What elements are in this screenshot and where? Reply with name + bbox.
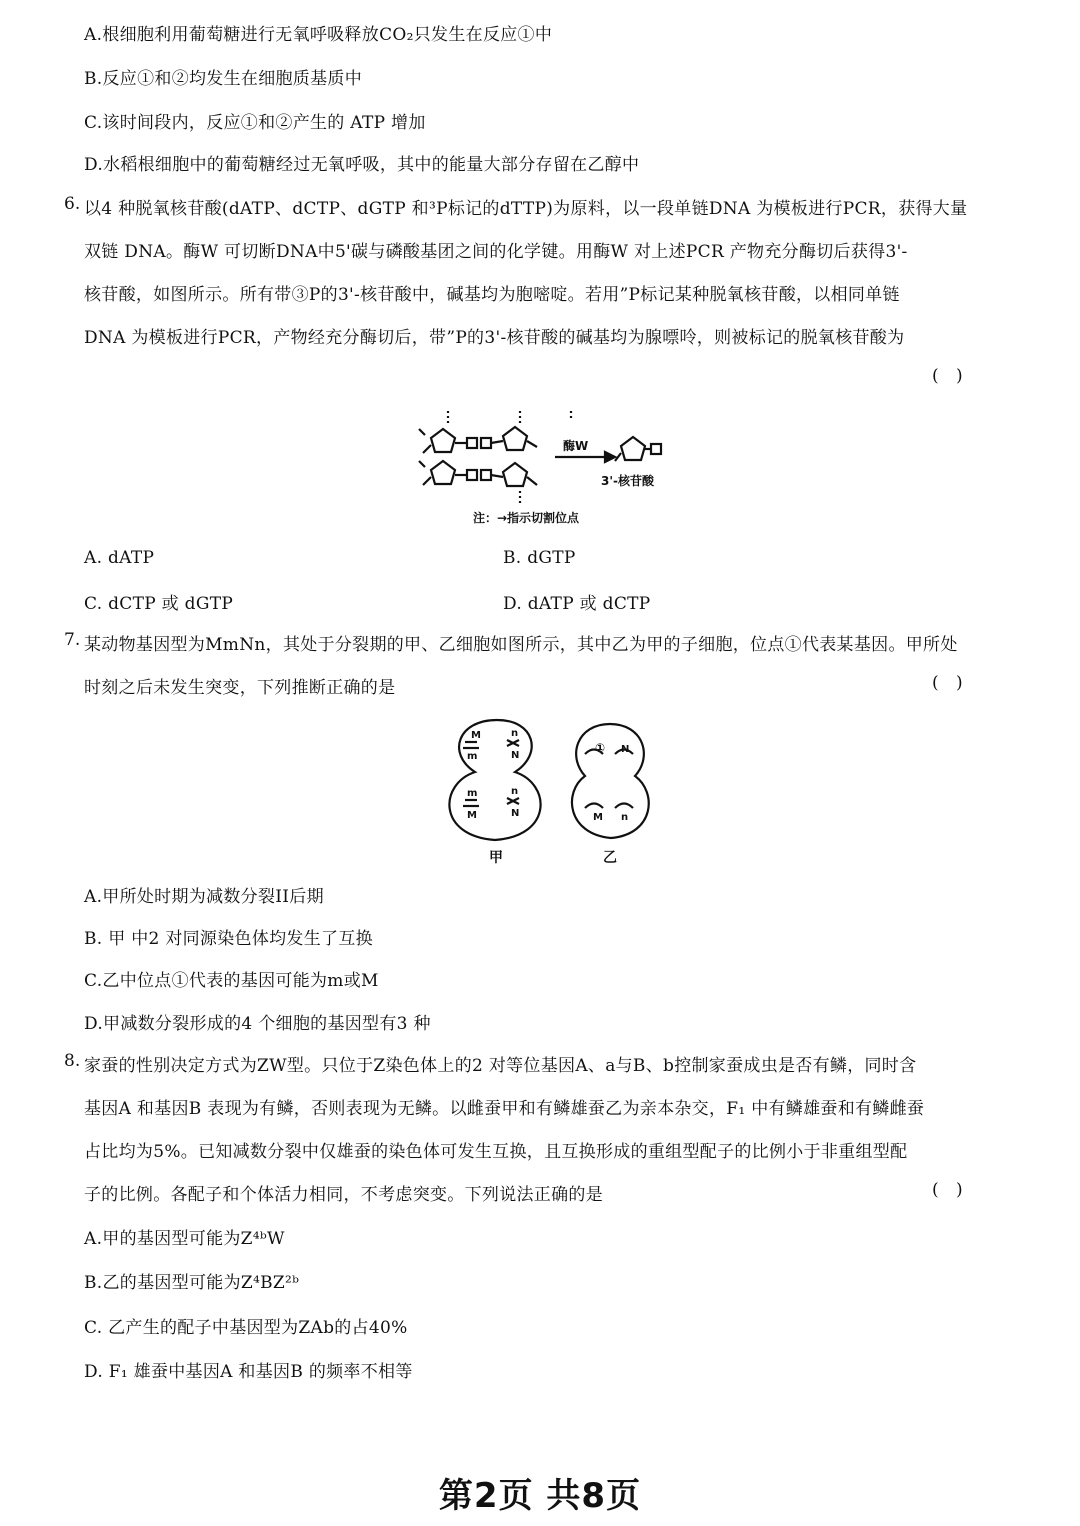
q7-option-b: B. 甲 中2 对同源染色体均发生了互换 — [84, 929, 373, 949]
q6-stem-line-3: 核苷酸，如图所示。所有带③P的3'-核苷酸中，碱基均为胞嘧啶。若用”P标记某种脱氧核苷酸，以相同单链 — [84, 285, 900, 305]
q6-number: 6. — [64, 194, 81, 214]
q8-answer-blank: ( ) — [932, 1180, 969, 1200]
q6-option-b: B. dGTP — [503, 548, 576, 568]
gene-label: N — [511, 750, 520, 761]
q8-option-a: A.甲的基因型可能为Z⁴ᵇW — [84, 1229, 285, 1249]
nucleotide-cleavage-diagram — [415, 405, 675, 530]
deoxyribose-shape — [431, 429, 455, 452]
q8-option-b: B.乙的基因型可能为Z⁴BZ²ᵇ — [84, 1273, 300, 1293]
cell-yi-label: 乙 — [603, 850, 617, 866]
q7-option-a: A.甲所处时期为减数分裂II后期 — [84, 887, 324, 907]
gene-label: m — [467, 788, 478, 799]
gene-label: N — [621, 744, 630, 755]
q6-stem-line-4: DNA 为模板进行PCR，产物经充分酶切后，带”P的3'-核苷酸的碱基均为腺嘌呤，则被标记的脱氧核苷酸为 — [84, 328, 905, 348]
q8-stem-line-1: 家蚕的性别决定方式为ZW型。只位于Z染色体上的2 对等位基因A、a与B、b控制家蚕成虫是否有鳞，同时含 — [84, 1056, 917, 1076]
q8-stem-line-2: 基因A 和基因B 表现为有鳞，否则表现为无鳞。以雌蚕甲和有鳞雄蚕乙为亲本杂交，F₁ 中有鳞雄蚕和有鳞雌蚕 — [84, 1099, 925, 1119]
gene-label: n — [511, 786, 519, 797]
locus-label: ① — [595, 741, 606, 755]
q8-number: 8. — [64, 1051, 81, 1071]
q7-stem-line-1: 某动物基因型为MmNn，其处于分裂期的甲、乙细胞如图所示，其中乙为甲的子细胞，位点①代表某基因。甲所处 — [84, 635, 958, 655]
cell-division-diagram — [435, 712, 660, 872]
gene-label: N — [511, 808, 520, 819]
q7-number: 7. — [64, 630, 81, 650]
gene-label: n — [511, 728, 519, 739]
q6-stem-line-1: 以4 种脱氧核苷酸(dATP、dCTP、dGTP 和³P标记的dTTP)为原料，以一段单链DNA 为模板进行PCR，获得大量 — [84, 199, 968, 219]
q6-stem-line-2: 双链 DNA。酶W 可切断DNA中5'碳与磷酸基团之间的化学键。用酶W 对上述PCR 产物充分酶切后获得3'- — [84, 242, 908, 262]
q7-stem-line-2: 时刻之后未发生突变，下列推断正确的是 — [84, 678, 396, 698]
gene-label: M — [471, 730, 481, 741]
gene-label: n — [621, 812, 629, 823]
q5-option-a: A.根细胞利用葡萄糖进行无氧呼吸释放CO₂只发生在反应①中 — [84, 25, 553, 45]
enzyme-label: 酶W — [563, 439, 589, 453]
q8-option-c: C. 乙产生的配子中基因型为ZAb的占40% — [84, 1318, 408, 1338]
q6-figure — [415, 405, 675, 530]
q8-stem-line-3: 占比均为5%。已知减数分裂中仅雄蚕的染色体可发生互换，且互换形成的重组型配子的比例小于非重组型配 — [84, 1142, 908, 1162]
q5-option-c: C.该时间段内，反应①和②产生的 ATP 增加 — [84, 113, 426, 133]
figure-note: 注：→指示切割位点 — [473, 511, 580, 525]
cell-jia-outline — [449, 720, 540, 840]
q7-answer-blank: ( ) — [932, 673, 969, 693]
q8-option-d: D. F₁ 雄蚕中基因A 和基因B 的频率不相等 — [84, 1362, 413, 1382]
q6-option-d: D. dATP 或 dCTP — [503, 594, 651, 614]
gene-label: M — [593, 812, 603, 823]
q5-option-b: B.反应①和②均发生在细胞质基质中 — [84, 69, 362, 89]
page-number-footer: 第2页 共8页 — [438, 1476, 642, 1516]
q5-option-d: D.水稻根细胞中的葡萄糖经过无氧呼吸，其中的能量大部分存留在乙醇中 — [84, 155, 640, 175]
q6-option-c: C. dCTP 或 dGTP — [84, 594, 234, 614]
q7-option-c: C.乙中位点①代表的基因可能为m或M — [84, 971, 379, 991]
q7-figure — [435, 712, 660, 872]
cell-jia-label: 甲 — [489, 850, 503, 866]
gene-label: M — [467, 810, 477, 821]
gene-label: m — [467, 751, 478, 762]
q6-answer-blank: ( ) — [932, 366, 969, 386]
q7-option-d: D.甲减数分裂形成的4 个细胞的基因型有3 种 — [84, 1014, 431, 1034]
q6-option-a: A. dATP — [84, 548, 155, 568]
cell-yi-outline — [572, 724, 649, 838]
q8-stem-line-4: 子的比例。各配子和个体活力相同，不考虑突变。下列说法正确的是 — [84, 1185, 603, 1205]
product-label: 3'-核苷酸 — [601, 474, 655, 488]
